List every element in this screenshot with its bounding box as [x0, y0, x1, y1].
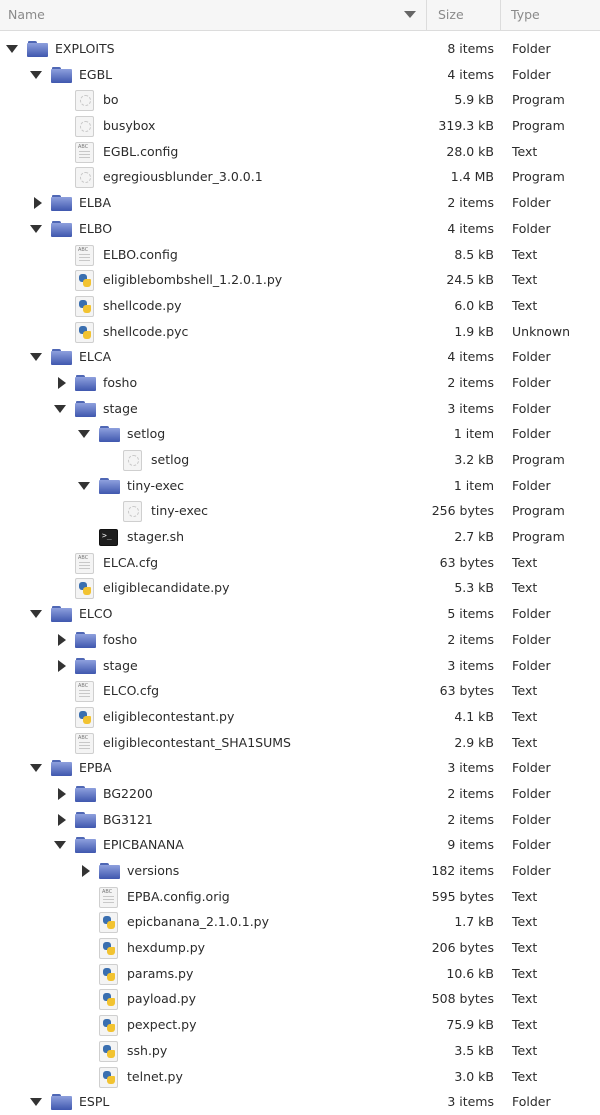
file-type: Folder [512, 349, 551, 365]
expander-open-icon[interactable] [30, 353, 42, 361]
file-size: 4 items [447, 66, 494, 82]
expander-open-icon[interactable] [30, 1098, 42, 1106]
file-type: Text [512, 940, 538, 956]
file-type: Folder [512, 195, 551, 211]
file-size: 1.4 MB [450, 169, 494, 185]
python-file-icon [99, 1015, 118, 1036]
file-size: 24.5 kB [446, 272, 494, 288]
folder-row[interactable] [0, 1089, 600, 1115]
file-size: 3 items [447, 760, 494, 776]
file-name: ELCO.cfg [103, 683, 160, 699]
program-file-icon [123, 501, 142, 522]
file-row[interactable] [0, 909, 600, 935]
expander-open-icon[interactable] [30, 225, 42, 233]
file-name: bo [103, 92, 119, 108]
program-file-icon [75, 90, 94, 111]
file-size: 4 items [447, 349, 494, 365]
file-name: stage [103, 400, 138, 416]
file-type: Folder [512, 66, 551, 82]
file-size: 1 item [453, 477, 494, 493]
file-row[interactable] [0, 139, 600, 165]
file-type: Text [512, 580, 538, 596]
file-name: eligiblecontestant.py [103, 708, 235, 724]
file-size: 3.2 kB [454, 452, 494, 467]
text-file-icon: ABC [75, 681, 94, 702]
folder-row[interactable] [0, 396, 600, 422]
folder-row[interactable] [0, 62, 600, 88]
file-name: telnet.py [127, 1068, 183, 1084]
file-type: Program [512, 118, 565, 134]
file-type: Text [512, 246, 538, 262]
file-size: 5.9 kB [454, 92, 494, 108]
file-type: Text [512, 888, 538, 904]
file-name: EGBL.config [103, 143, 179, 159]
python-file-icon [75, 707, 94, 728]
file-type: Folder [512, 374, 551, 390]
file-type: Text [512, 1017, 538, 1033]
folder-icon [99, 863, 120, 879]
column-divider[interactable] [500, 0, 501, 30]
text-file-icon: ABC [75, 553, 94, 574]
file-type: Text [512, 991, 538, 1007]
expander-closed-icon[interactable] [82, 865, 90, 877]
expander-open-icon[interactable] [78, 482, 90, 490]
folder-icon [27, 41, 48, 57]
file-row[interactable] [0, 498, 600, 524]
file-type: Program [512, 529, 565, 545]
file-type: Text [512, 297, 538, 313]
file-size: 75.9 kB [446, 1017, 494, 1033]
python-file-icon [75, 578, 94, 599]
file-size: 2.9 kB [454, 734, 494, 750]
file-name: EPBA [79, 760, 112, 776]
file-name: stage [103, 657, 138, 673]
file-row[interactable] [0, 961, 600, 987]
file-name: ELBO.config [103, 246, 178, 262]
folder-row[interactable] [0, 627, 600, 653]
file-size: 3 items [447, 400, 494, 416]
file-type: Folder [512, 220, 551, 236]
expander-open-icon[interactable] [54, 841, 66, 849]
expander-closed-icon[interactable] [34, 197, 42, 209]
file-size: 3.0 kB [454, 1068, 494, 1084]
text-file-icon: ABC [75, 142, 94, 163]
file-size: 8 items [447, 41, 494, 56]
folder-icon [99, 426, 120, 442]
file-row[interactable] [0, 164, 600, 190]
python-file-icon [99, 989, 118, 1010]
expander-open-icon[interactable] [54, 405, 66, 413]
file-size: 6.0 kB [454, 297, 494, 313]
expander-open-icon[interactable] [6, 45, 18, 53]
file-type: Text [512, 1042, 538, 1058]
sort-descending-icon[interactable] [404, 11, 416, 18]
file-name: shellcode.py [103, 297, 182, 313]
file-type: Folder [512, 811, 551, 827]
expander-open-icon[interactable] [78, 430, 90, 438]
file-row[interactable] [0, 550, 600, 576]
program-file-icon [75, 167, 94, 188]
file-row[interactable] [0, 113, 600, 139]
text-file-icon: ABC [99, 887, 118, 908]
file-name: eligiblebombshell_1.2.0.1.py [103, 272, 283, 288]
file-size: 3 items [447, 1094, 494, 1110]
folder-icon [51, 349, 72, 365]
folder-row[interactable] [0, 370, 600, 396]
file-name: tiny-exec [127, 477, 185, 493]
folder-icon [51, 195, 72, 211]
file-size: 10.6 kB [446, 965, 494, 981]
file-size: 4.1 kB [454, 708, 494, 724]
file-type: Folder [512, 837, 551, 853]
file-type: Folder [512, 477, 551, 493]
expander-closed-icon[interactable] [58, 634, 66, 646]
folder-row[interactable] [0, 344, 600, 370]
file-row[interactable] [0, 678, 600, 704]
file-type: Folder [512, 41, 551, 56]
file-row[interactable] [0, 447, 600, 473]
file-name: EGBL [79, 66, 113, 82]
file-name: pexpect.py [127, 1017, 197, 1033]
file-size: 1.9 kB [454, 323, 494, 339]
file-size: 3 items [447, 657, 494, 673]
file-type: Unknown [512, 323, 571, 339]
folder-icon [75, 786, 96, 802]
file-type: Text [512, 143, 538, 159]
file-row[interactable] [0, 935, 600, 961]
file-type: Program [512, 92, 565, 108]
folder-icon [75, 658, 96, 674]
file-row[interactable] [0, 704, 600, 730]
file-row[interactable] [0, 1012, 600, 1038]
python-file-icon [75, 322, 94, 343]
folder-icon [75, 812, 96, 828]
file-name: setlog [151, 452, 190, 467]
folder-row[interactable] [0, 807, 600, 833]
file-size: 508 bytes [431, 991, 494, 1007]
file-type: Folder [512, 863, 551, 878]
file-name: BG2200 [103, 785, 153, 801]
python-file-icon [99, 1041, 118, 1062]
file-size: 9 items [447, 837, 494, 853]
column-header [0, 0, 600, 31]
folder-icon [75, 401, 96, 417]
file-size: 1 item [453, 426, 494, 442]
file-name: ssh.py [127, 1042, 168, 1058]
python-file-icon [75, 296, 94, 317]
file-type: Text [512, 708, 538, 724]
folder-row[interactable] [0, 858, 600, 884]
text-file-icon: ABC [75, 733, 94, 754]
program-file-icon [75, 116, 94, 137]
folder-row[interactable] [0, 36, 600, 62]
file-name: shellcode.pyc [103, 323, 189, 339]
file-size: 595 bytes [431, 888, 494, 904]
file-type: Folder [512, 760, 551, 776]
file-name: fosho [103, 631, 138, 647]
file-name: stager.sh [127, 529, 185, 545]
file-row[interactable] [0, 293, 600, 319]
file-size: 182 items [431, 863, 494, 878]
file-type: Text [512, 914, 538, 930]
file-size: 4 items [447, 220, 494, 236]
folder-icon [75, 632, 96, 648]
file-row[interactable] [0, 242, 600, 268]
file-name: params.py [127, 965, 194, 981]
file-size: 256 bytes [431, 503, 494, 519]
file-size: 2 items [447, 811, 494, 827]
file-name: setlog [127, 426, 166, 442]
folder-icon [51, 67, 72, 83]
file-type: Text [512, 965, 538, 981]
file-size: 8.5 kB [454, 246, 494, 262]
python-file-icon [75, 270, 94, 291]
file-type: Text [512, 1068, 538, 1084]
file-type: Text [512, 734, 538, 750]
file-tree [0, 36, 600, 1115]
file-type: Program [512, 169, 565, 185]
file-type: Text [512, 683, 538, 699]
python-file-icon [99, 1067, 118, 1088]
program-file-icon [123, 450, 142, 471]
file-size: 5.3 kB [454, 580, 494, 596]
expander-closed-icon[interactable] [58, 788, 66, 800]
file-type: Folder [512, 400, 551, 416]
file-size: 3.5 kB [454, 1042, 494, 1058]
file-size: 206 bytes [431, 940, 494, 956]
column-name-header[interactable]: Name [8, 7, 45, 22]
folder-icon [51, 221, 72, 237]
file-type: Folder [512, 426, 551, 442]
folder-row[interactable] [0, 832, 600, 858]
python-file-icon [99, 912, 118, 933]
expander-closed-icon[interactable] [58, 814, 66, 826]
file-name: ELCA [79, 349, 112, 365]
expander-closed-icon[interactable] [58, 377, 66, 389]
folder-icon [75, 375, 96, 391]
file-row[interactable] [0, 575, 600, 601]
file-size: 2 items [447, 631, 494, 647]
python-file-icon [99, 938, 118, 959]
file-size: 2 items [447, 195, 494, 211]
column-divider[interactable] [426, 0, 427, 30]
file-name: ELBO [79, 220, 113, 236]
file-name: tiny-exec [151, 503, 209, 519]
folder-icon [51, 606, 72, 622]
folder-icon [99, 478, 120, 494]
file-size: 2.7 kB [454, 529, 494, 545]
folder-row[interactable] [0, 601, 600, 627]
file-name: versions [127, 863, 180, 878]
file-row[interactable] [0, 267, 600, 293]
file-size: 1.7 kB [454, 914, 494, 930]
file-type: Folder [512, 631, 551, 647]
file-name: busybox [103, 118, 156, 134]
folder-icon [51, 1094, 72, 1110]
column-type-header[interactable]: Type [511, 7, 540, 22]
expander-closed-icon[interactable] [58, 660, 66, 672]
file-name: BG3121 [103, 811, 153, 827]
file-type: Text [512, 272, 538, 288]
folder-row[interactable] [0, 190, 600, 216]
file-name: ESPL [79, 1094, 110, 1110]
folder-icon [51, 760, 72, 776]
file-name: hexdump.py [127, 940, 206, 956]
folder-row[interactable] [0, 653, 600, 679]
file-name: fosho [103, 374, 138, 390]
shell-script-icon: >_ [99, 529, 118, 546]
file-type: Folder [512, 606, 551, 622]
folder-row[interactable] [0, 421, 600, 447]
file-row[interactable] [0, 87, 600, 113]
expander-open-icon[interactable] [30, 764, 42, 772]
file-row[interactable] [0, 524, 600, 550]
file-name: EXPLOITS [55, 41, 115, 56]
file-row[interactable] [0, 730, 600, 756]
folder-row[interactable] [0, 473, 600, 499]
file-size: 2 items [447, 374, 494, 390]
file-size: 63 bytes [439, 683, 494, 699]
file-size: 5 items [447, 606, 494, 622]
file-type: Folder [512, 1094, 551, 1110]
file-type: Folder [512, 785, 551, 801]
file-name: EPICBANANA [103, 837, 184, 853]
file-name: egregiousblunder_3.0.0.1 [103, 169, 263, 185]
file-name: ELCA.cfg [103, 554, 159, 570]
file-name: ELCO [79, 606, 113, 622]
file-row[interactable] [0, 319, 600, 345]
column-size-header[interactable]: Size [438, 7, 464, 22]
file-name: epicbanana_2.1.0.1.py [127, 914, 270, 930]
file-row[interactable] [0, 884, 600, 910]
file-type: Program [512, 452, 565, 467]
file-name: ELBA [79, 195, 111, 211]
file-size: 2 items [447, 785, 494, 801]
file-type: Folder [512, 657, 551, 673]
file-type: Program [512, 503, 565, 519]
expander-open-icon[interactable] [30, 71, 42, 79]
folder-icon [75, 837, 96, 853]
file-row[interactable] [0, 986, 600, 1012]
file-row[interactable] [0, 1038, 600, 1064]
file-name: eligiblecandidate.py [103, 580, 230, 596]
file-name: eligiblecontestant_SHA1SUMS [103, 734, 291, 750]
file-type: Text [512, 554, 538, 570]
folder-row[interactable] [0, 216, 600, 242]
folder-row[interactable] [0, 781, 600, 807]
expander-open-icon[interactable] [30, 610, 42, 618]
file-size: 319.3 kB [438, 118, 494, 134]
file-name: EPBA.config.orig [127, 888, 230, 904]
file-size: 28.0 kB [446, 143, 494, 159]
file-name: payload.py [127, 991, 197, 1007]
python-file-icon [99, 964, 118, 985]
folder-row[interactable] [0, 755, 600, 781]
file-row[interactable] [0, 1064, 600, 1090]
file-size: 63 bytes [439, 554, 494, 570]
text-file-icon: ABC [75, 245, 94, 266]
